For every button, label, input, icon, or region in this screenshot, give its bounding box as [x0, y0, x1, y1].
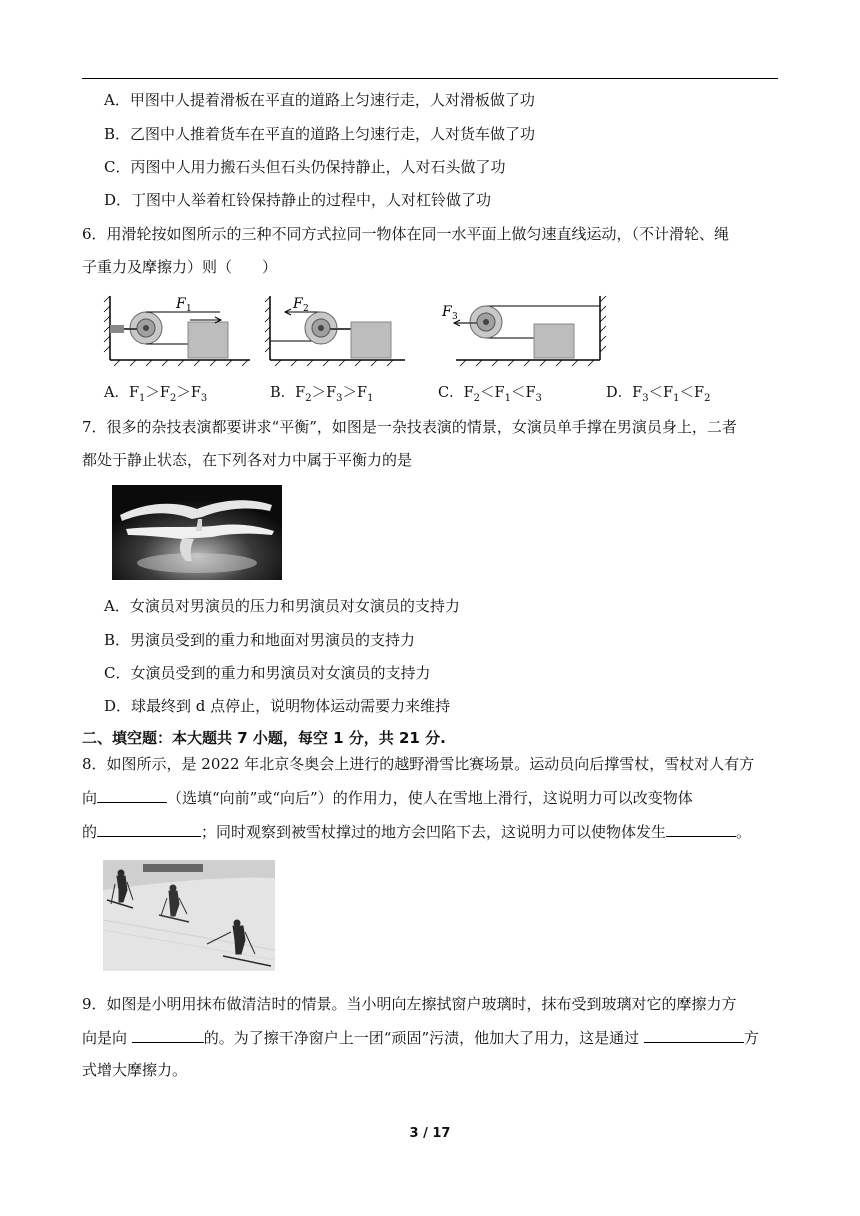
q8-blank-1[interactable]: [97, 787, 167, 803]
svg-text:2: 2: [303, 304, 309, 314]
q5-option-b: B．乙图中人推着货车在平直的道路上匀速行走，人对货车做了功: [104, 125, 536, 143]
q5-option-a: A．甲图中人提着滑板在平直的道路上匀速行走，人对滑板做了功: [104, 91, 535, 109]
pulley-setup-1: [104, 296, 250, 366]
q6-option-b: B．$F_2>F_3>F_1$: [270, 385, 374, 404]
pulley-setup-2: [265, 296, 405, 366]
q7-stem-line2: 都处于静止状态，在下列各对力中属于平衡力的是: [82, 451, 413, 469]
q8-stem-line2: 向 （选填“向前”或“向后”）的作用力，使人在雪地上滑行，这说明力可以改变物体: [82, 789, 693, 807]
q9-stem-line2: 向是向 的。为了擦干净窗户上一团“顽固”污渍，他加大了用力，这是通过 方: [82, 1029, 759, 1047]
q6-option-d: D．$F_3<F_1<F_2$: [606, 385, 711, 404]
label-f1: F: [176, 296, 186, 312]
q8-stem-line3: 的 ；同时观察到被雪杖撑过的地方会凹陷下去，这说明力可以使物体发生 。: [82, 823, 752, 841]
q5-option-c: C．丙图中人用力搬石头但石头仍保持静止，人对石头做了功: [104, 158, 506, 176]
header-rule: [82, 78, 778, 79]
acrobatics-photo: [112, 485, 282, 580]
q9-blank-2[interactable]: [644, 1027, 744, 1043]
q7-option-b: B．男演员受到的重力和地面对男演员的支持力: [104, 631, 416, 649]
svg-text:1: 1: [186, 304, 192, 314]
label-f3: F: [442, 304, 452, 320]
svg-text:3: 3: [452, 312, 458, 322]
q8-blank-2[interactable]: [97, 821, 201, 837]
q6-option-a: A．$F_1>F_2>F_3$: [104, 385, 208, 404]
q6-stem-line2: 子重力及摩擦力）则（ ）: [82, 258, 278, 276]
q9-blank-1[interactable]: [132, 1027, 204, 1043]
q7-option-a: A．女演员对男演员的压力和男演员对女演员的支持力: [104, 597, 460, 615]
q5-option-d: D．丁图中人举着杠铃保持静止的过程中，人对杠铃做了功: [104, 191, 492, 209]
section-heading: 二、填空题：本大题共 7 小题，每空 1 分，共 21 分.: [82, 729, 446, 747]
q6-option-c: C．$F_2<F_1<F_3$: [438, 385, 542, 404]
q7-option-d: D．球最终到 d 点停止，说明物体运动需要力来维持: [104, 697, 451, 715]
q9-stem-line1: 9．如图是小明用抹布做清洁时的情景。当小明向左擦拭窗户玻璃时，抹布受到玻璃对它的摩擦力方: [82, 995, 737, 1013]
page-number: 3 / 17: [409, 1126, 451, 1141]
q8-blank-3[interactable]: [666, 821, 736, 837]
q9-stem-line3: 式增大摩擦力。: [82, 1061, 188, 1079]
q6-stem-line1: 6．用滑轮按如图所示的三种不同方式拉同一物体在同一水平面上做匀速直线运动，（不计滑轮、绳: [82, 225, 730, 243]
q7-stem-line1: 7．很多的杂技表演都要讲求“平衡”，如图是一杂技表演的情景，女演员单手撑在男演员身上，二者: [82, 418, 737, 436]
skiing-photo: [103, 860, 275, 971]
pulley-setup-3: [441, 296, 606, 366]
pulley-figure: [100, 290, 610, 368]
q8-stem-line1: 8．如图所示，是 2022 年北京冬奥会上进行的越野滑雪比赛场景。运动员向后撑雪杖，雪杖对人有方: [82, 755, 755, 773]
q7-option-c: C．女演员受到的重力和男演员对女演员的支持力: [104, 664, 431, 682]
label-f2: F: [293, 296, 303, 312]
